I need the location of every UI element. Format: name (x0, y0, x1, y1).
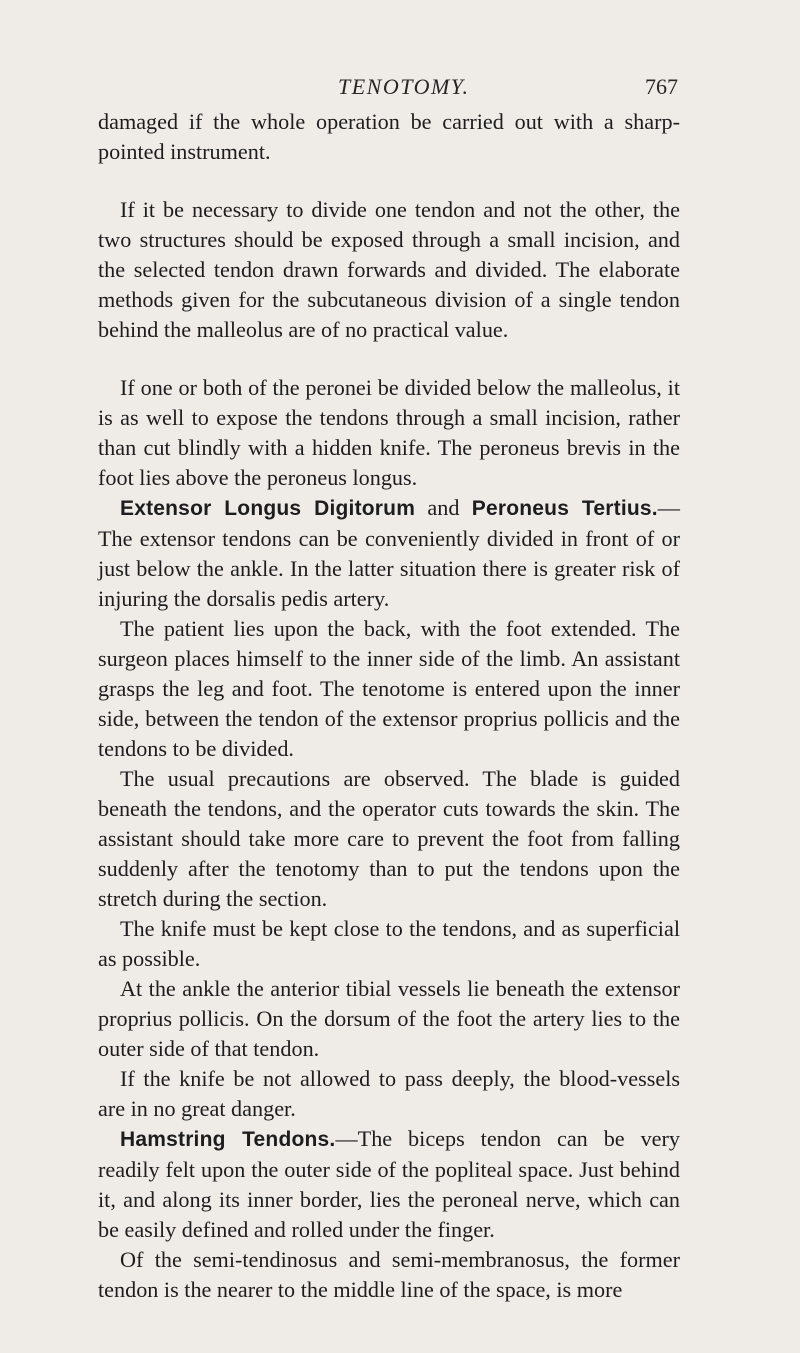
paragraph-extensor-text: — The extensor tendons can be conveniently divided in front of or just below the ankle. In the latter situation there is greater risk of injuring the dorsalis pedis artery. (98, 495, 680, 611)
paragraph-semi-tendinosus: Of the semi-tendinosus and semi-membranosus, the former tendon is the nearer to the middle line of the space, is more (98, 1247, 680, 1302)
paragraph-extensor-longus (98, 493, 680, 614)
paragraph-tibial-vessels: At the ankle the anterior tibial vessels lie beneath the extensor proprius pollicis. On the dorsum of the foot the artery lies to the outer side of that tendon. (98, 976, 680, 1061)
paragraph-peronei: If one or both of the peronei be divided below the malleolus, it is as well to expose the tendons through a small incision, rather than cut blindly with a hidden knife. The peroneus brevis in the foot lies above the peroneus longus. (98, 375, 680, 490)
paragraph-continuation: damaged if the whole operation be carried out with a sharp-pointed instrument. (98, 109, 680, 164)
heading-conjunction: and (415, 495, 472, 520)
paragraph-blood-vessels: If the knife be not allowed to pass deeply, the blood-vessels are in no great danger. (98, 1066, 680, 1121)
paragraph-hamstring (98, 1124, 680, 1245)
page-body (98, 107, 680, 1305)
section-heading-hamstring: Hamstring Tendons. (120, 1128, 336, 1151)
running-title: TENOTOMY. (338, 74, 470, 99)
paragraph-knife-close: The knife must be kept close to the tendons, and as superficial as possible. (98, 916, 680, 971)
page-number: 767 (645, 74, 678, 99)
section-heading-extensor: Extensor Longus Digitorum (120, 497, 416, 520)
section-heading-peroneus-tertius: Peroneus Tertius. (471, 497, 658, 520)
running-head (98, 0, 678, 99)
paragraph-patient-position: The patient lies upon the back, with the foot extended. The surgeon places himself to the inner side of the limb. An assistant grasps the leg and foot. The tenotome is entered upon the inner side, between the tendon of the extensor proprius pollicis and the tendons to be divided. (98, 616, 680, 761)
paragraph-divide-one-tendon: If it be necessary to divide one tendon and not the other, the two structures should be exposed through a small incision, and the selected tendon drawn forwards and divided. The elaborate methods given for the subcutaneous division of a single tendon behind the malleolus are of no practical value. (98, 197, 680, 342)
paragraph-hamstring-text: —The biceps tendon can be very readily felt upon the outer side of the popliteal space. Just behind it, and along its inner border, lies the peroneal nerve, which can be easily defined and rolled under the finger. (98, 1126, 680, 1242)
paragraph-precautions: The usual precautions are observed. The blade is guided beneath the tendons, and the operator cuts towards the skin. The assistant should take more care to prevent the foot from falling suddenly after the tenotomy than to put the tendons upon the stretch during the section. (98, 766, 680, 911)
